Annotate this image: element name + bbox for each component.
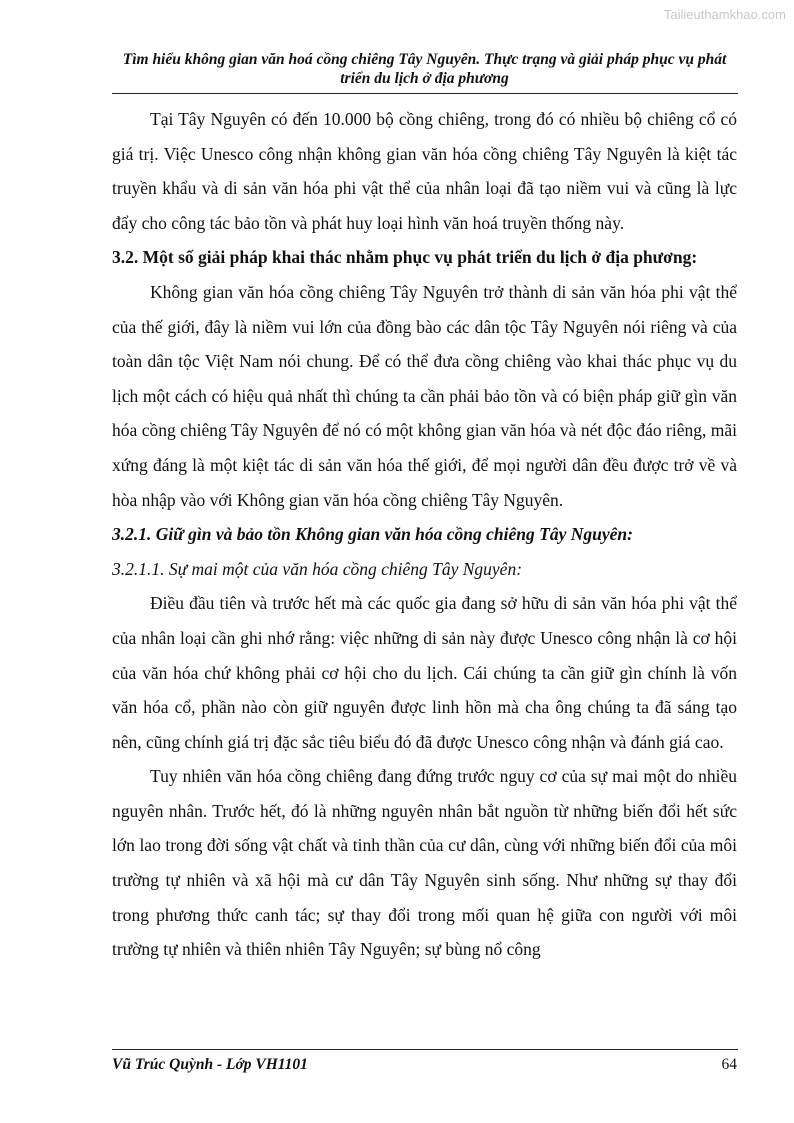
watermark: Tailieuthamkhao.com (663, 7, 786, 22)
paragraph-decline-causes: Tuy nhiên văn hóa cồng chiêng đang đứng trước nguy cơ của sự mai một do nhiều nguyên nhân. Trước hết, đó là những nguyên nhân bắt nguồn từ những biến đổi hết sức lớn lao trong đời sống vật chất và tinh thần của cư dân, cùng với những biến đổi của môi trường tự nhiên và xã hội mà cư dân Tây Nguyên sinh sống. Như những sự thay đổi trong phương thức canh tác; sự thay đổi trong mối quan hệ giữa con người với môi trường tự nhiên và thiên nhiên Tây Nguyên; sự bùng nổ công (112, 766, 737, 960)
header-divider (112, 93, 738, 94)
paragraph-heritage-joy: Không gian văn hóa cồng chiêng Tây Nguyên trở thành di sản văn hóa phi vật thể của thế giới, đây là niềm vui lớn của đồng bào các dân tộc Tây Nguyên nói riêng và của toàn dân tộc Việt Nam nói chung. Để có thể đưa cồng chiêng vào khai thác phục vụ du lịch một cách có hiệu quả nhất thì chúng ta cần phải bảo tồn và có biện pháp giữ gìn văn hóa cồng chiêng Tây Nguyên để nó có một không gian văn hóa và nét độc đáo riêng, mãi xứng đáng là một kiệt tác di sản văn hóa thế giới, để mọi người dân đều được trở về và hòa nhập vào với Không gian văn hóa cồng chiêng Tây Nguyên. (112, 281, 737, 510)
footer-divider (112, 1049, 738, 1050)
section-heading-3-2-1-1: 3.2.1.1. Sự mai một của văn hóa cồng chiêng Tây Nguyên: (112, 558, 523, 579)
paragraph-gong-count: Tại Tây Nguyên có đến 10.000 bộ cồng chiêng, trong đó có nhiều bộ chiêng cổ có giá trị. Việc Unesco công nhận không gian văn hóa cồng chiêng Tây Nguyên là kiệt tác truyền khẩu và di sản văn hóa phi vật thể của nhân loại đã tạo niềm vui và cũng là lực đẩy cho công tác bảo tồn và phát huy loại hình văn hoá truyền thống này. (112, 109, 737, 233)
document-body (112, 102, 737, 967)
footer-author: Vũ Trúc Quỳnh - Lớp VH1101 (112, 1056, 308, 1073)
section-heading-3-2-1: 3.2.1. Giữ gìn và bảo tồn Không gian văn hóa cồng chiêng Tây Nguyên: (112, 524, 633, 545)
page-header-title: Tìm hiểu không gian văn hoá cồng chiêng Tây Nguyên. Thực trạng và giải pháp phục vụ phát triển du lịch ở địa phương (122, 51, 727, 87)
page-number: 64 (721, 1056, 737, 1073)
paragraph-unesco-opportunity: Điều đầu tiên và trước hết mà các quốc gia đang sở hữu di sản văn hóa phi vật thể của nhân loại cần ghi nhớ rằng: việc những di sản này được Unesco công nhận là cơ hội của văn hóa chứ không phải cơ hội cho du lịch. Cái chúng ta cần giữ gìn chính là vốn văn hóa cổ, phần nào còn giữ nguyên được linh hồn mà cha ông chúng ta đã sáng tạo nên, cũng chính giá trị đặc sắc tiêu biểu đó đã được Unesco công nhận và đánh giá cao. (112, 593, 737, 752)
section-heading-3-2: 3.2. Một số giải pháp khai thác nhằm phục vụ phát triển du lịch ở địa phương: (112, 247, 698, 268)
